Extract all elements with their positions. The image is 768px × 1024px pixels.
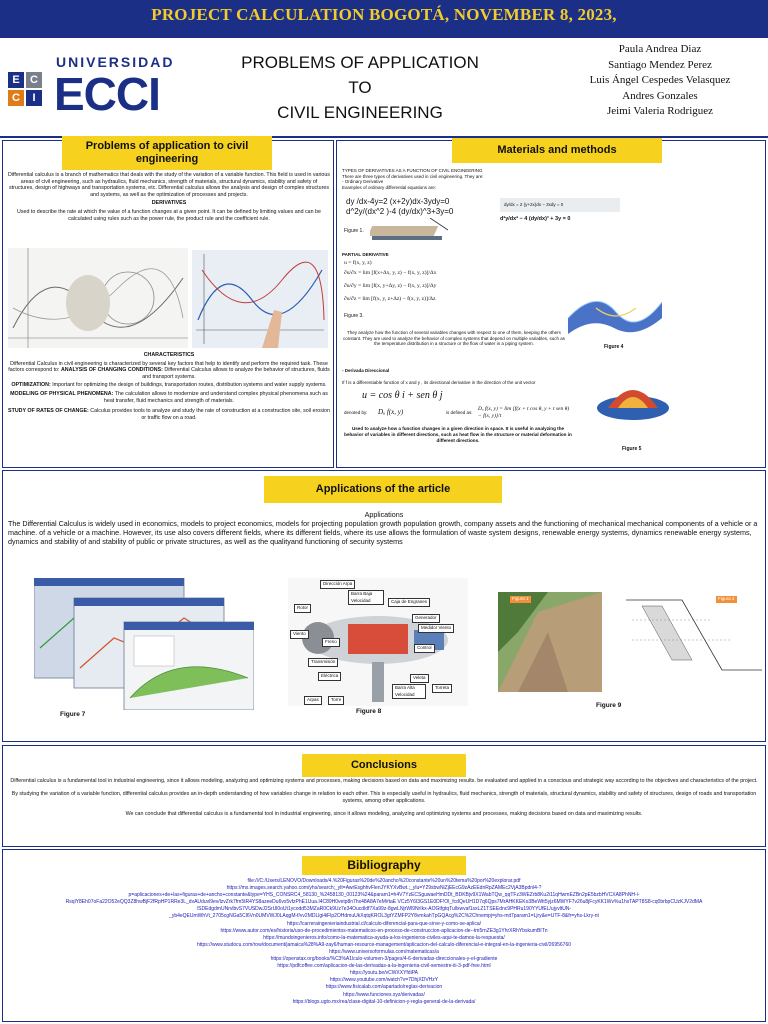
characteristics-title: CHARACTERISTICS [143, 352, 195, 358]
problems-intro: Differential calculus is a branch of mathematics that deals with the study of the variation of a variable function. This field is used in various areas of civil engineering, such as hydraulics, fluid mechanics, strength of materials, structural dynamics, stability and safety of structures, design of highways and transportation systems, etc. Differential calculus allows the analysis and design of complex structures and systems, as well as the optimization of processes and projects. [8, 172, 330, 198]
title-line-1: PROBLEMS OF APPLICATION [241, 53, 479, 72]
author-2: Santiago Mendez Perez [608, 58, 712, 71]
applications-text [8, 510, 760, 546]
directional-title: - Derivada Direccional [342, 368, 390, 373]
author-4: Andres Gonzales [622, 89, 698, 102]
materials-heading: Materials and methods [452, 138, 662, 163]
applications-subtitle: Applications [364, 510, 404, 519]
figure-4-label: Figure 4 [604, 344, 624, 350]
diagram-label-veleta: Veleta [410, 674, 429, 683]
top-banner [0, 0, 768, 38]
derivatives-text: Used to describe the rate at which the value of a function changes at a given point. It can be defined by limiting values and can be calculated using rules such as the power rule, the product rule and the coefficient rule. [17, 208, 321, 222]
figure-9-photo [498, 592, 602, 692]
problems-text-top [8, 172, 330, 224]
bib-entry[interactable]: https://openstax.org/books/%C3%A1lculo-volumen-3/pages/4-6-derivadas-direccionales-y-el-gradiente [270, 956, 498, 963]
figure-8-diagram [288, 578, 468, 706]
logo-letter-c1: C [26, 72, 42, 88]
optimization-text: Important for optimizing the design of buildings, transportation routes, distribution systems and water supply systems. [52, 382, 327, 389]
problems-heading: Problems of application to civil engineering [62, 136, 272, 170]
analysis-text: Differential Calculus allows to analyze the behavior of structures, fluids and transport systems. [142, 367, 330, 380]
conclusion-paragraph-2: By studying the variation of a variable function, differential calculus provides an in-depth understanding of how variables change in relation to each other. This is especially useful in hydraulics, fluid mechanics, strength of materials, structural dynamics, stability and safety of structures, design of roads and transportation systems, among other applications. [11, 791, 757, 804]
banner-text: PROJECT CALCULATION BOGOTÁ, NOVEMBER 8, 2023, [151, 5, 617, 24]
title-line-3: CIVIL ENGINEERING [277, 103, 443, 122]
diagram-label-arpas: Arpas [304, 696, 322, 705]
logo-big: ECCI [54, 68, 160, 120]
partial-block [342, 252, 542, 258]
directional-text: Used to analyze how a function changes in a given direction in space. It is useful in analyzing the behavior of variables in different directions, such as heat flow in the structure or material deformation in different directions. [344, 426, 572, 443]
diagram-label-direccion-arpa: Dirección Arpa [320, 580, 355, 589]
conclusion-paragraph-3: We can conclude that differential calculus is a fundamental tool in industrial engineering, since it allows modeling, analyzing and optimizing systems and processes, making decisions based on data and maximizing results. [125, 811, 643, 817]
logo-letter-c2: C [8, 90, 24, 106]
author-3: Luis Ángel Cespedes Velasquez [589, 74, 731, 86]
bib-entry[interactable]: https://www.youtube.com/watch?v=7DhjXDVHzY [329, 977, 439, 984]
derivatives-title: DERIVATIVES [151, 200, 187, 207]
types-title: TYPES OF DERIVATIVES AS A FUNCTION OF CIVIL ENGINEERING [342, 168, 483, 173]
author-list [560, 42, 760, 120]
diagram-label-torreta: Torreta [432, 684, 452, 693]
applications-heading: Applications of the article [264, 476, 502, 503]
author-1: Paula Andrea Diaz [618, 43, 702, 55]
directional-intro: If f is a differentiable function of x and y , its directional derivative in the direction of the unit vector [342, 379, 536, 385]
diagram-label-barra-baja: Barra Baja Velocidad [348, 590, 384, 605]
types-block [342, 168, 542, 190]
diagram-label-medidor: Medidor Viento [418, 624, 454, 633]
figure-9-label: Figure 9 [596, 702, 622, 709]
ordinary-label: - Ordinary Derivative [342, 179, 384, 185]
hand-writing-graph-image [192, 250, 328, 348]
figure-9-slope-diagram [622, 590, 766, 700]
diagram-label-viento: Viento [290, 630, 309, 639]
figure-5-label: Figure 5 [622, 446, 642, 452]
figure-1-label: Figure 1. [344, 228, 364, 234]
bib-entry[interactable]: https://pdfcoffee.com/aplicacion-de-las-derivadas-a-la-ingenieria-civil-semestre-iii-3-pdf-free.html [277, 963, 491, 970]
diagram-label-freno: Freno [322, 638, 340, 647]
diagram-label-control: Control [414, 644, 435, 653]
partial-eq-0: u = f(x, y, z) [344, 260, 372, 266]
poster-header [0, 38, 768, 138]
diagram-label-transmision: Transmisión [308, 658, 338, 667]
denoted-by-label: denoted by: [344, 410, 368, 415]
diagram-label-barra-alta: Barra Alta Velocidad [392, 684, 426, 699]
conclusions-text [10, 778, 758, 820]
bib-entry[interactable]: https://blogs.ugto.mx/rea/clase-digital-10-definicion-y-regla-general-de-la-derivada/ [292, 998, 476, 1005]
directional-block [342, 368, 562, 385]
figure-5-surface [594, 378, 672, 424]
diagram-label-generador: Generador [412, 614, 440, 623]
poster-title [230, 50, 490, 125]
photo-tag-2: Figura 2 [718, 596, 735, 601]
bib-entry[interactable]: https://carreraingenieriaindustrial.cl/calculo-diferencial-para-que-sirve-y-como-se-aplica/ [287, 920, 481, 927]
figure-7-image [34, 578, 254, 710]
denoted-equation: Dᵤ f(x, y) [378, 408, 404, 416]
characteristics-intro: Differential Calculus in civil engineering is characterized by several key factors that help to identify and perform the required task. These factors correspond to: [8, 360, 328, 374]
conclusion-paragraph-1: Differential calculus is a fundamental tool in industrial engineering, since it allows modeling, analyzing and optimizing systems and processes, making decisions based on data and maximizing results. be evaluated and applied in a conscious and strategic way according to the objectives and characteristics of the project. [10, 778, 758, 784]
partial-eq-2: ∂u/∂y = lim [f(x, y+Δy, z) − f(x, y, z)]/Δy [344, 283, 437, 289]
rates-title: STUDY OF RATES OF CHANGE: [8, 408, 89, 415]
bib-entry[interactable]: https://mx.images.search.yahoo.com/yhs/search;_ylt=AwrEsghhvFlenJYKYXvBwt.;_ylu=Y29sbwNiZjEEcG9zAzEEdnRpZAMEc2VjA3Bpdnl4-? [226, 885, 542, 892]
bib-entry[interactable]: file:///C:/Users/LENOVO/Downloads/4.%20Figuras%20de%20ancho%20constante%20un%20tema%20por%20explorar.pdf [247, 878, 521, 884]
university-logo [8, 54, 228, 118]
figure-3-label: Figure 3. [344, 313, 364, 319]
diagram-label-torre: Torre [328, 696, 344, 705]
calculus-sketch-image [8, 248, 188, 348]
figure-8-label: Figure 8 [356, 708, 382, 715]
types-intro: There are three types of derivatives used in civil engineering. They are: [342, 173, 484, 179]
bib-entry[interactable]: https://mundoingenieros.info/como-la-matematica-ayuda-a-los-ingenieros-civiles-aqui-te-damos-la-respuesta/ [263, 934, 505, 941]
partial-equations [344, 260, 544, 306]
partial-eq-1: ∂u/∂x = lim [f(x+Δx, y, z) − f(x, y, z)]/Δx [344, 270, 437, 276]
figure-7-label: Figure 7 [60, 711, 86, 718]
figure-1-image [370, 218, 450, 244]
partial-text: They analyze how the function of several variables changes with respect to one of them, keeping the others constant. They are used to analyze the behavior of complex systems that depend on multiple variables, such as the temperature distribution in a structure or the flow of water in a piping system. [342, 330, 566, 347]
optimization-title: OPTIMIZATION: [11, 382, 51, 389]
figure-4-surface [566, 288, 664, 340]
diagram-label-electrica: Eléctrica [318, 672, 341, 681]
unit-vector-equation: u = cos θ i + sen θ j [362, 390, 443, 401]
bib-entry[interactable]: p=aplicaciones+de+las+figuras+de+ancho+constante&type=YHS_CONSRC4_58130_%2458130_00123%24&param1=h4V7YzECSguwaeHmDDt_BDKBjv9X1WabTQw_qqTFz3WEZrb8Ku2i11qHwmEZBn2pE5bzbHVCXA8PhNH-i- [128, 892, 640, 899]
problems-text-bottom [8, 352, 330, 423]
examples-label: Examples of ordinary differential equations are: [342, 184, 436, 190]
modeling-text: The calculation allows to modernize and understand complex physical phenomena such as heat transfer, fluid mechanics and strength of materials. [103, 390, 328, 404]
bib-entry[interactable]: https://www.autor.com/es/historia/uso-de-procedimientos-matematicos-en-proceso-de-construccion-aplicacion-de--tm5rnZE3g1YhrXRhYbskumBITn [220, 927, 548, 934]
conclusions-heading: Conclusions [302, 754, 466, 777]
ode-eq-1: dy /dx-4y=2 (x+2y)dx-3ydy=0 [346, 197, 450, 206]
diagram-label-rotor: Rotor [294, 604, 311, 613]
applications-body: The Differential Calculus is widely used in economics, models to project economics, models for projecting population growth population growth, company assets and the functioning of mechanical mechanical components of a vehicle or a machine. of a vehicle or a machine. However, its use also covers different fields, where its different fields, where its use allows the formulation of waste system designs, renewable energy systems, dynamics renewable energy systems, dynamics and stability of and stability of public or private structures, as well as the qualityand functioning of security systems [8, 519, 758, 546]
author-5: Jeimi Valeria Rodriguez [606, 105, 714, 117]
bib-entry[interactable]: https://www.studocu.com/row/document/jamaica%28%A9-zay6/human-resource-management/aplicacion-del-calculo-diferencial-e-integral-en-la-ingenieria-civil/26956760 [196, 941, 572, 948]
defined-equation: Dᵤ f(x, y) = lim [f(x + t cos θ, y + t sen θ) − f(x, y)]/t [478, 406, 570, 419]
bib-entry[interactable]: RsqlY8Eh07oFa22O52eQQ3Z8hwBjF2fRpHP1RRe3L_dvAUduvl9ev/lzvZrk7fm5tR4YS8azeeDu6vx5vfzPhE1Uua.I4C89H0vetp8n7hx48A8A7eM#taE VCz5Y6I3GS1E0DF!OI_fcdQeUH1D7q6Qps7MrAHKKEKo3BeWtt5yjz6MWYF7v26u8jFcyKK1Wv%u1hxTAPT8S8-cq0brbpCUzKJV2dMA [65, 899, 703, 906]
bib-entry[interactable]: https://www.funciones.xyz/derivadas/ [343, 991, 425, 998]
logo-letter-e: E [8, 72, 24, 88]
bib-entry[interactable]: https://www.fisicalab.com/apartado/reglas-derivacion [325, 984, 443, 991]
partial-title: PARTIAL DERIVATIVE [342, 252, 389, 257]
diagram-label-caja: Caja de Engranes [388, 598, 430, 607]
photo-tag-1: Figura 1 [512, 596, 529, 601]
logo-word: UNIVERSIDAD [56, 54, 175, 70]
rates-text: Calculus provides tools to analyze and study the rate of construction at a construction site, soil erosion or traffic flow on a road. [90, 408, 330, 421]
title-line-2: TO [348, 78, 372, 97]
analysis-title: ANALYSIS OF CHANGING CONDITIONS: [60, 367, 163, 374]
bib-entry[interactable]: https://www.universoformulas.com/matematicas/a [329, 948, 439, 955]
bibliography-heading: Bibliography [302, 856, 466, 875]
bibliography-list [4, 878, 764, 1006]
bib-entry[interactable]: https://youtu.be/vCWXXYfdiPA [350, 970, 418, 977]
modeling-title: MODELING OF PHYSICAL PHENOMENA: [10, 390, 114, 397]
bib-entry[interactable]: _yb4eQEUmWhVt_2705cgNGa5Cl6Vn0UMVWJ0LAqgM-f/vv2MDLlgi4iFlp2OHdmuUkXqtqKROL3gtYZMFP2Y8vmkahTpGQAcg%2C%2Chnempj=yhs-mit7param1=Ljry&e=UTF-8&fr=yhs-Lkry-nt [169, 913, 599, 920]
bib-entry[interactable]: /SDEdgdmUNrvlbvS7VUSDwJ2SrUl0oUt1ycodd53MZaR0Ck9Uz7e34Oucdldf7Xa99z-8gwLNjrWl9NrIkx-AOGtfgtqTullxwvaf1sxLZ1TSEEdnc9PHRu190YYUfEL/ujyvltUN- [196, 906, 572, 913]
ode-equations [346, 197, 496, 217]
ode-image-2: d²y/dx² − 4 (dy/dx)³ + 3y = 0 [500, 216, 571, 222]
ode-eq-2: d^2y/(dx^2 )-4 (dy/dx)^3+3y=0 [346, 207, 454, 216]
ode-image-1: dy/dx = 2 (y+2x)dx − 3xdy = 0 [500, 198, 620, 212]
defined-as-label: is defined as: [446, 410, 473, 415]
partial-eq-3: ∂u/∂z = lim [f(x, y, z+Δz) − f(x, y, z)]/Δz [344, 296, 436, 302]
logo-letter-i: I [26, 90, 42, 106]
